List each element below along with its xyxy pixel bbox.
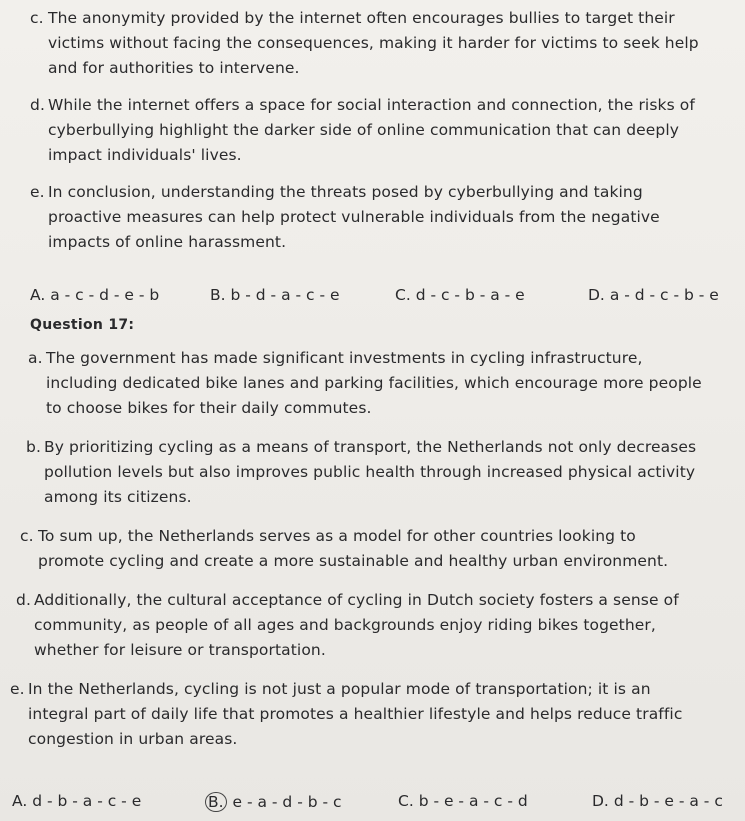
item-text: In the Netherlands, cycling is not just a popular mode of transportation; it is an integral part of daily life that promotes a healthier lifestyle and helps reduce traffic congestion in urban areas. — [28, 680, 683, 748]
q17-option-b[interactable] — [205, 792, 342, 812]
item-text: Additionally, the cultural acceptance of cycling in Dutch society fosters a sense of community, as people of all ages and backgrounds enjoy riding bikes together, whether for leisure or transportation. — [34, 591, 679, 659]
q17-option-a[interactable] — [12, 792, 141, 810]
option-value: e - a - d - b - c — [232, 793, 342, 811]
option-value: d - b - e - a - c — [613, 792, 723, 810]
option-value: d - b - a - c - e — [32, 792, 142, 810]
item-text: The government has made significant investments in cycling infrastructure, including dedicated bike lanes and parking facilities, which encourage more people to choose bikes for their daily commutes. — [46, 349, 702, 417]
question-17-title: Question 17: — [30, 317, 135, 333]
item-text: The anonymity provided by the internet often encourages bullies to target their victims without facing the consequences, making it harder for victims to seek help and for authorities to intervene. — [48, 9, 699, 77]
q17-item-e — [0, 677, 702, 752]
q17-item-a — [0, 346, 704, 421]
q17-sentences — [0, 346, 745, 752]
q17-options — [0, 792, 745, 816]
q16-option-d[interactable] — [588, 286, 719, 304]
item-text: To sum up, the Netherlands serves as a model for other countries looking to promote cycling and create a more sustainable and healthy urban environment. — [38, 527, 669, 570]
q17-option-c[interactable] — [398, 792, 528, 810]
option-letter: B. — [210, 286, 226, 304]
option-value: a - c - d - e - b — [50, 286, 160, 304]
q17-item-c — [0, 524, 702, 574]
option-letter: D. — [592, 792, 609, 810]
option-value: b - d - a - c - e — [230, 286, 340, 304]
q16-item-c — [0, 6, 703, 81]
item-text: While the internet offers a space for social interaction and connection, the risks of cyberbullying highlight the darker side of online communication that can deeply impact individuals' lives. — [48, 96, 695, 164]
option-letter: C. — [395, 286, 411, 304]
option-value: d - c - b - a - e — [415, 286, 525, 304]
item-label: d. — [30, 96, 45, 114]
item-label: c. — [20, 527, 34, 545]
q16-item-e — [0, 180, 703, 255]
q16-option-c[interactable] — [395, 286, 525, 304]
item-text: In conclusion, understanding the threats posed by cyberbullying and taking proactive measures can help protect vulnerable individuals from the negative impacts of online harassment. — [48, 183, 660, 251]
option-letter: A. — [12, 792, 28, 810]
q16-option-a[interactable] — [30, 286, 159, 304]
q16-item-d — [0, 93, 703, 168]
option-letter: D. — [588, 286, 605, 304]
option-letter: C. — [398, 792, 414, 810]
q16-sentences — [0, 6, 745, 255]
option-letter: B. — [205, 792, 227, 812]
q17-option-d[interactable] — [592, 792, 723, 810]
option-value: a - d - c - b - e — [609, 286, 719, 304]
q16-options — [0, 286, 745, 310]
item-label: d. — [16, 591, 31, 609]
item-label: e. — [10, 680, 25, 698]
item-label: b. — [26, 438, 41, 456]
option-letter: A. — [30, 286, 46, 304]
q16-option-b[interactable] — [210, 286, 340, 304]
option-value: b - e - a - c - d — [418, 792, 528, 810]
q17-item-b — [0, 435, 704, 510]
q17-item-d — [0, 588, 702, 663]
item-label: e. — [30, 183, 45, 201]
item-label: c. — [30, 9, 44, 27]
item-text: By prioritizing cycling as a means of transport, the Netherlands not only decreases pollution levels but also improves public health through increased physical activity among its citizens. — [44, 438, 697, 506]
item-label: a. — [28, 349, 43, 367]
